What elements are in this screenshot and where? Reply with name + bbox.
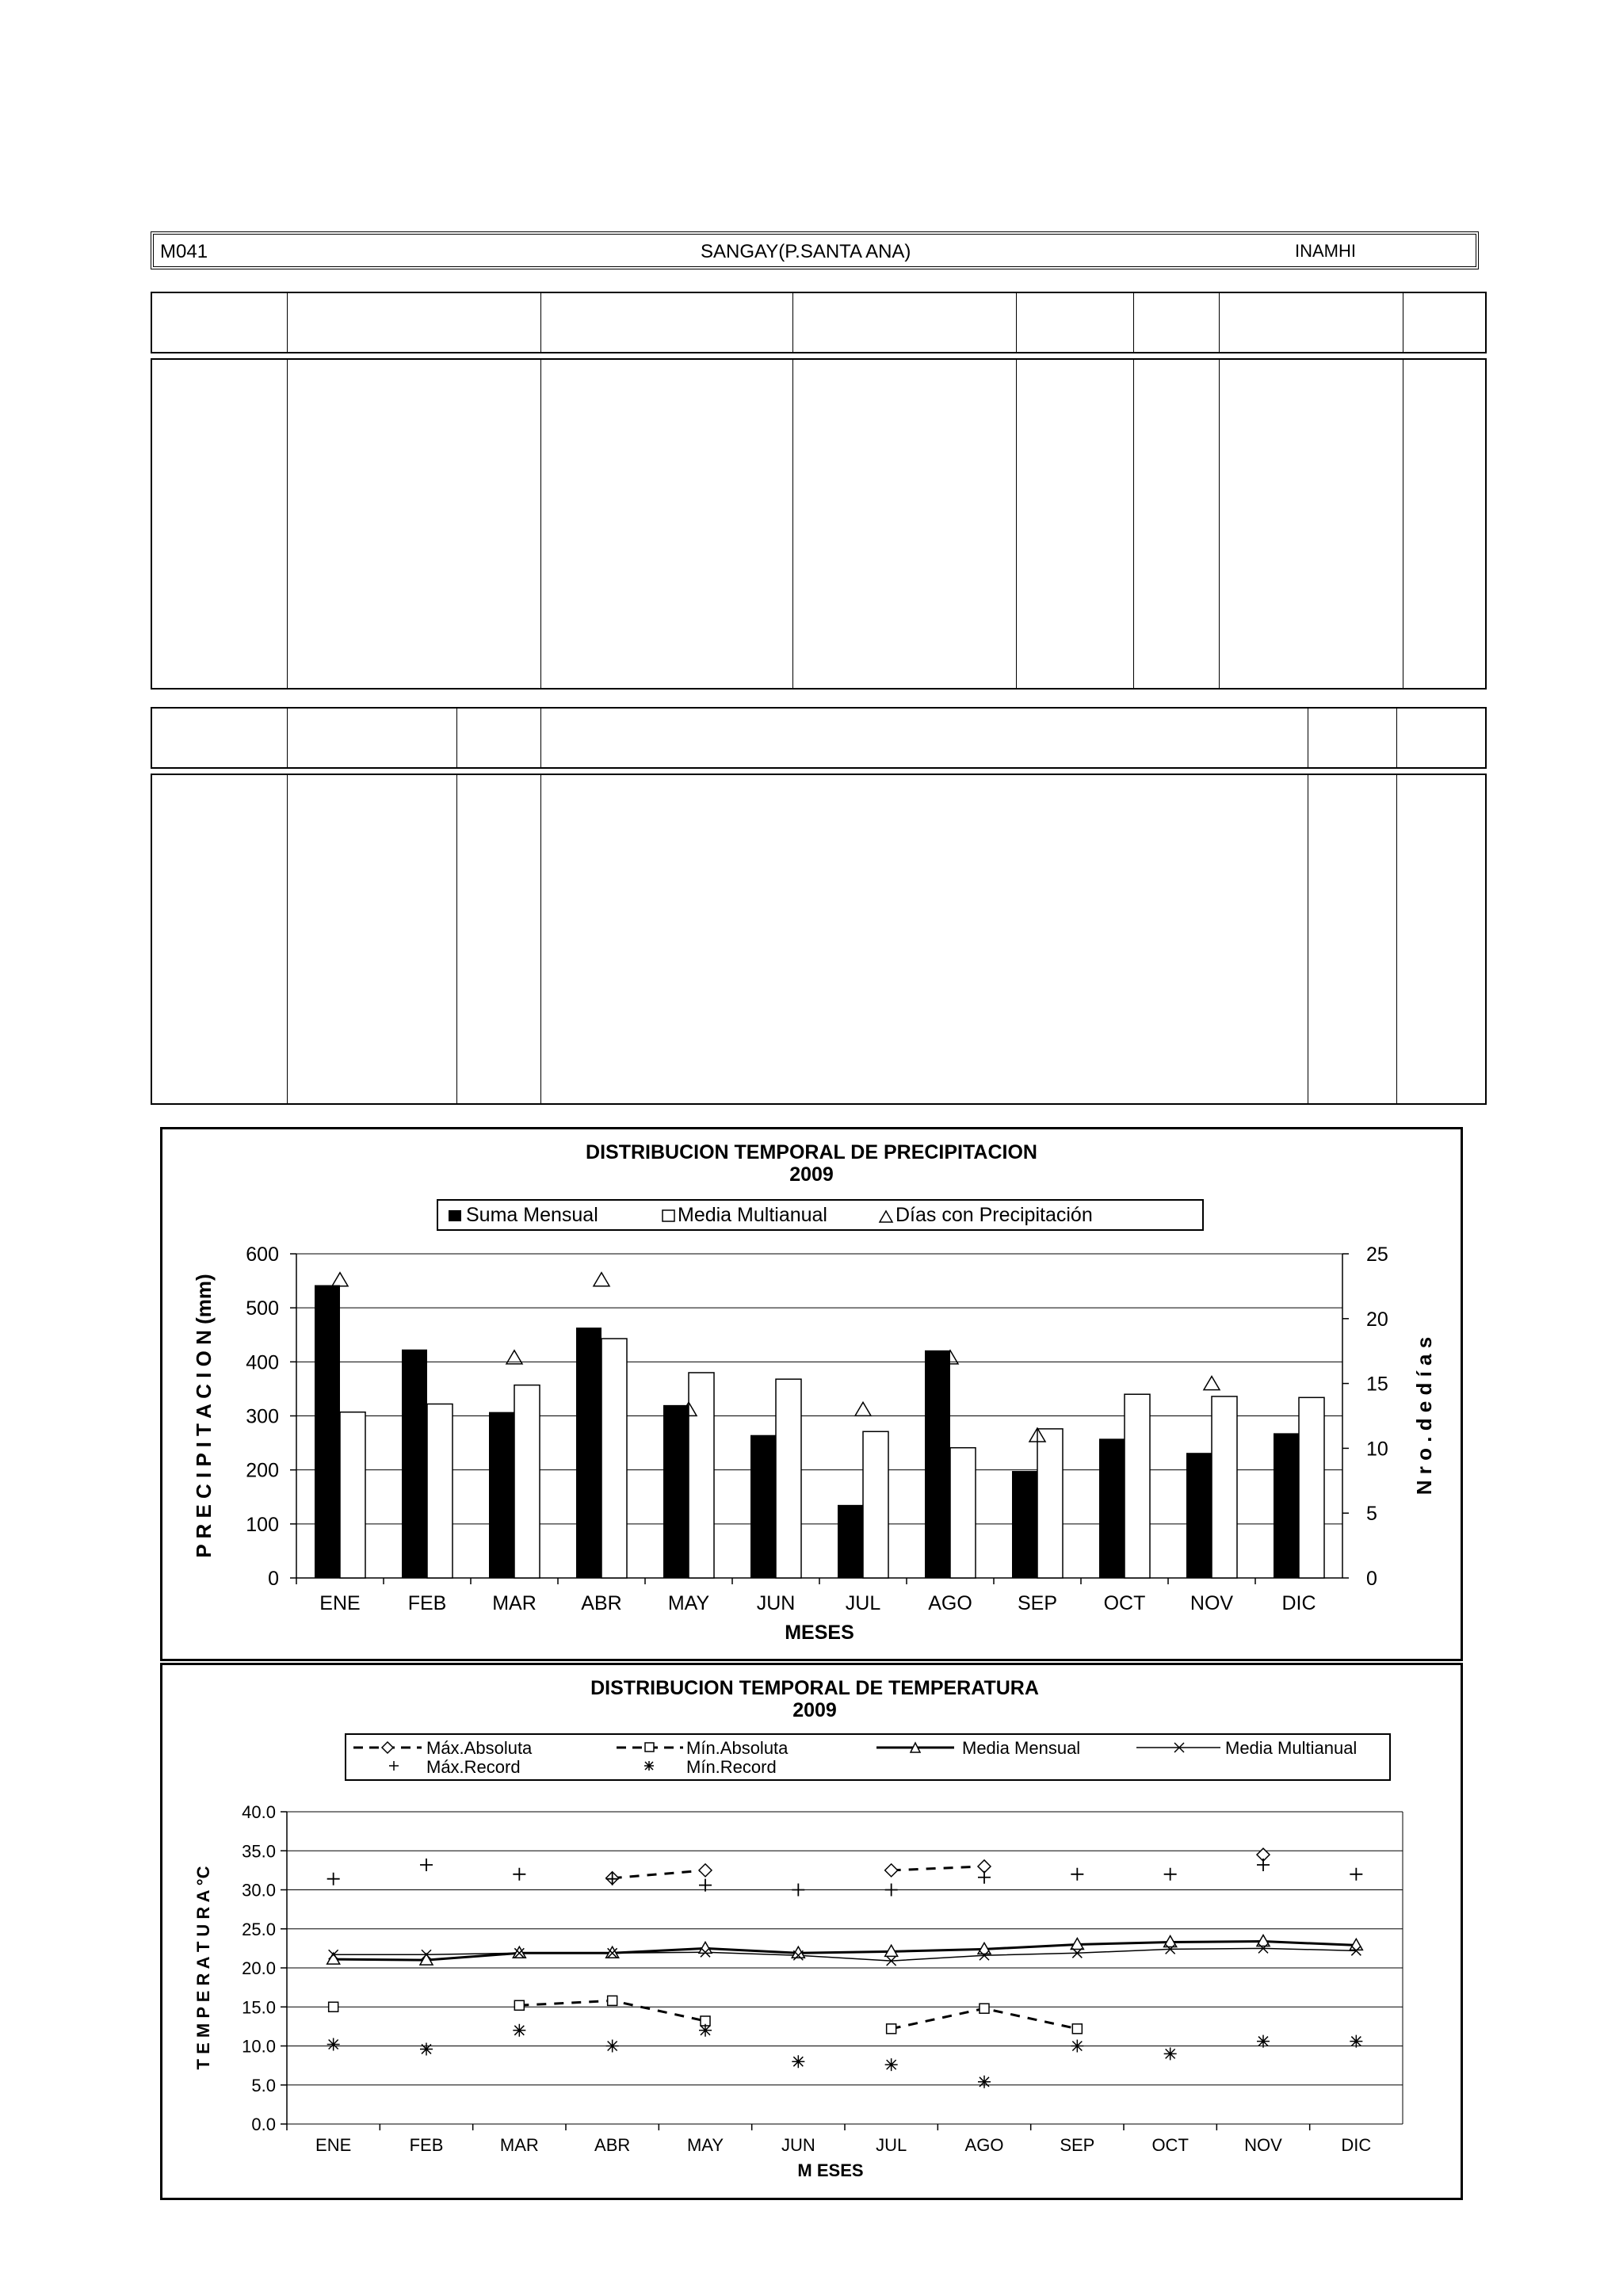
x-tick-label: ENE (315, 2135, 352, 2155)
marker-min-record (420, 2042, 433, 2055)
y-axis-title: T E M P E R A T U R A °C (193, 1866, 213, 2070)
marker-max-record (1257, 1859, 1270, 1871)
x-tick-label: OCT (1103, 1592, 1146, 1614)
x-tick-label: ENE (319, 1592, 361, 1614)
x-axis-title: MESES (785, 1622, 854, 1644)
marker-min-absoluta (980, 2004, 989, 2013)
table1-header-divider (287, 292, 288, 353)
y-tick-label: 400 (246, 1351, 279, 1374)
table1-column-divider (287, 358, 288, 690)
x-tick-label: ABR (594, 2135, 631, 2155)
bar-suma-mensual (1099, 1438, 1125, 1578)
table2-header-divider (1396, 707, 1397, 769)
bar-media-multianual (340, 1412, 365, 1578)
marker-max-absoluta (978, 1860, 991, 1873)
x-tick-label: DIC (1341, 2135, 1372, 2155)
bar-media-multianual (427, 1404, 453, 1578)
x-tick-label: JUN (756, 1592, 796, 1614)
marker-min-record (1164, 2047, 1177, 2060)
station-name: SANGAY(P.SANTA ANA) (701, 241, 911, 262)
y-tick-label: 100 (246, 1513, 279, 1536)
x-tick-label: AGO (928, 1592, 972, 1614)
institution-name: INAMHI (1295, 241, 1356, 261)
y2-tick-label: 5 (1366, 1503, 1377, 1526)
legend-label-media: Media Mensual (962, 1738, 1081, 1758)
y-tick-label: 40.0 (242, 1802, 276, 1822)
table1-header-divider (1133, 292, 1134, 353)
y-tick-label: 25.0 (242, 1919, 276, 1939)
bar-media-multianual (863, 1431, 888, 1578)
line-max-absoluta (892, 1866, 984, 1870)
table2-column-divider (287, 774, 288, 1105)
table2-column-divider (456, 774, 457, 1105)
marker-min-record (978, 2076, 991, 2088)
x-tick-label: AGO (964, 2135, 1004, 2155)
marker-dias-precipitacion (594, 1273, 609, 1286)
bar-suma-mensual (925, 1350, 950, 1578)
table1-column-divider (1016, 358, 1017, 690)
legend-swatch-suma (449, 1210, 461, 1221)
legend-label-media: Media Multianual (678, 1204, 827, 1226)
legend-label-maxrecord: Máx.Record (426, 1757, 521, 1777)
bar-media-multianual (689, 1373, 714, 1578)
table1-header-divider (1219, 292, 1220, 353)
y2-tick-label: 15 (1366, 1373, 1388, 1396)
marker-max-record (978, 1871, 991, 1884)
x-tick-label: ABR (581, 1592, 622, 1614)
legend-label-minrecord: Mín.Record (686, 1757, 777, 1777)
y2-tick-label: 0 (1366, 1568, 1377, 1590)
bar-suma-mensual (402, 1350, 427, 1578)
marker-max-record (885, 1884, 898, 1897)
bar-media-multianual (1212, 1396, 1237, 1578)
y-tick-label: 35.0 (242, 1841, 276, 1862)
marker-max-record (513, 1868, 525, 1881)
x-axis-title: M ESES (797, 2160, 864, 2180)
chart-subtitle: 2009 (792, 1699, 837, 1721)
table2-header-divider (456, 707, 457, 769)
x-tick-label: FEB (409, 2135, 444, 2155)
y-tick-label: 20.0 (242, 1958, 276, 1978)
marker-min-record (792, 2055, 804, 2068)
y2-axis-title: N r o . d e d í a s (1412, 1336, 1436, 1496)
table1-column-divider (792, 358, 793, 690)
legend-marker-minabs (645, 1743, 654, 1752)
bar-media-multianual (1037, 1429, 1063, 1578)
x-tick-label: MAY (686, 2135, 724, 2155)
y2-tick-label: 25 (1366, 1244, 1388, 1266)
marker-min-record (1071, 2040, 1083, 2053)
table2-data-box (151, 774, 1487, 1105)
x-tick-label: MAR (492, 1592, 537, 1614)
y-tick-label: 15.0 (242, 1997, 276, 2018)
y-tick-label: 5.0 (251, 2075, 276, 2095)
table1-column-divider (540, 358, 541, 690)
line-max-absoluta (613, 1870, 705, 1878)
marker-max-absoluta (885, 1864, 898, 1877)
bar-media-multianual (514, 1385, 540, 1578)
marker-min-absoluta (329, 2002, 338, 2011)
bar-suma-mensual (838, 1505, 863, 1578)
legend-swatch-media (663, 1210, 674, 1221)
marker-min-record (1257, 2035, 1270, 2048)
bar-suma-mensual (663, 1405, 689, 1578)
bar-media-multianual (776, 1379, 801, 1578)
y-axis-title: P R E C I P I T A C I O N (mm) (192, 1274, 216, 1558)
chart-subtitle: 2009 (789, 1163, 834, 1186)
y-tick-label: 500 (246, 1297, 279, 1320)
table2-column-divider (1396, 774, 1397, 1105)
marker-min-absoluta (887, 2024, 896, 2034)
y-tick-label: 0.0 (251, 2115, 276, 2134)
table1-header-divider (540, 292, 541, 353)
marker-max-record (1164, 1868, 1177, 1881)
marker-max-record (420, 1859, 433, 1871)
y-tick-label: 30.0 (242, 1880, 276, 1901)
y-tick-label: 300 (246, 1405, 279, 1428)
marker-min-absoluta (1072, 2024, 1082, 2034)
marker-min-record (513, 2024, 525, 2037)
x-tick-label: JUL (876, 2135, 907, 2155)
x-tick-label: OCT (1151, 2135, 1189, 2155)
bar-media-multianual (1299, 1397, 1324, 1578)
legend-label-dias: Días con Precipitación (896, 1204, 1093, 1226)
y-tick-label: 10.0 (242, 2036, 276, 2057)
marker-max-record (792, 1884, 804, 1897)
station-code: M041 (160, 241, 208, 262)
bar-suma-mensual (315, 1286, 340, 1578)
line-media-mensual (334, 1942, 1357, 1961)
chart-title: DISTRIBUCION TEMPORAL DE PRECIPITACION (586, 1141, 1037, 1163)
temperature-chart (160, 1663, 1463, 2200)
table1-column-divider (1133, 358, 1134, 690)
marker-max-record (606, 1873, 619, 1885)
table1-data-box (151, 358, 1487, 690)
x-tick-label: SEP (1017, 1592, 1058, 1614)
marker-min-record (699, 2024, 712, 2037)
bar-media-multianual (950, 1448, 976, 1578)
marker-max-record (1071, 1868, 1083, 1881)
y-tick-label: 200 (246, 1459, 279, 1482)
y-tick-label: 600 (246, 1244, 279, 1266)
bar-suma-mensual (576, 1328, 601, 1578)
table2-header-divider (540, 707, 541, 769)
legend-label-multianual: Media Multianual (1225, 1738, 1358, 1758)
precipitation-chart (160, 1127, 1463, 1661)
marker-min-record (885, 2058, 898, 2071)
y2-tick-label: 10 (1366, 1438, 1388, 1461)
marker-min-record (1350, 2035, 1362, 2048)
y2-tick-label: 20 (1366, 1308, 1388, 1331)
x-tick-label: FEB (407, 1592, 447, 1614)
marker-min-record (606, 2040, 619, 2053)
legend-label-maxabs: Máx.Absoluta (426, 1738, 533, 1758)
y-tick-label: 0 (268, 1568, 279, 1590)
marker-min-record (327, 2038, 340, 2051)
table1-header-divider (792, 292, 793, 353)
x-tick-label: MAY (667, 1592, 710, 1614)
table2-header-divider (287, 707, 288, 769)
table2-header-box (151, 707, 1487, 769)
marker-min-absoluta (514, 2000, 524, 2010)
bar-suma-mensual (1012, 1471, 1037, 1578)
bar-media-multianual (1125, 1394, 1150, 1578)
table1-header-divider (1016, 292, 1017, 353)
bar-suma-mensual (1186, 1453, 1212, 1578)
bar-suma-mensual (750, 1435, 776, 1578)
marker-max-record (1350, 1868, 1362, 1881)
legend-label-minabs: Mín.Absoluta (686, 1738, 789, 1758)
marker-dias-precipitacion (332, 1273, 348, 1286)
chart-title: DISTRIBUCION TEMPORAL DE TEMPERATURA (590, 1677, 1039, 1699)
x-tick-label: SEP (1060, 2135, 1095, 2155)
x-tick-label: NOV (1190, 1592, 1234, 1614)
x-tick-label: NOV (1244, 2135, 1282, 2155)
x-tick-label: JUL (845, 1592, 881, 1614)
marker-dias-precipitacion (1204, 1377, 1220, 1390)
bar-suma-mensual (1274, 1433, 1299, 1578)
bar-suma-mensual (489, 1412, 514, 1578)
marker-max-absoluta (699, 1864, 712, 1877)
x-tick-label: JUN (781, 2135, 815, 2155)
legend-marker-minrecord (644, 1761, 654, 1771)
x-tick-label: MAR (499, 2135, 539, 2155)
station-header (151, 231, 1479, 269)
x-tick-label: DIC (1281, 1592, 1316, 1614)
table2-column-divider (540, 774, 541, 1105)
table1-header-box (151, 292, 1487, 353)
legend-label-suma: Suma Mensual (466, 1204, 598, 1226)
table1-column-divider (1219, 358, 1220, 690)
marker-dias-precipitacion (855, 1402, 871, 1415)
marker-min-absoluta (608, 1996, 617, 2005)
bar-media-multianual (601, 1339, 627, 1578)
marker-max-record (327, 1873, 340, 1885)
